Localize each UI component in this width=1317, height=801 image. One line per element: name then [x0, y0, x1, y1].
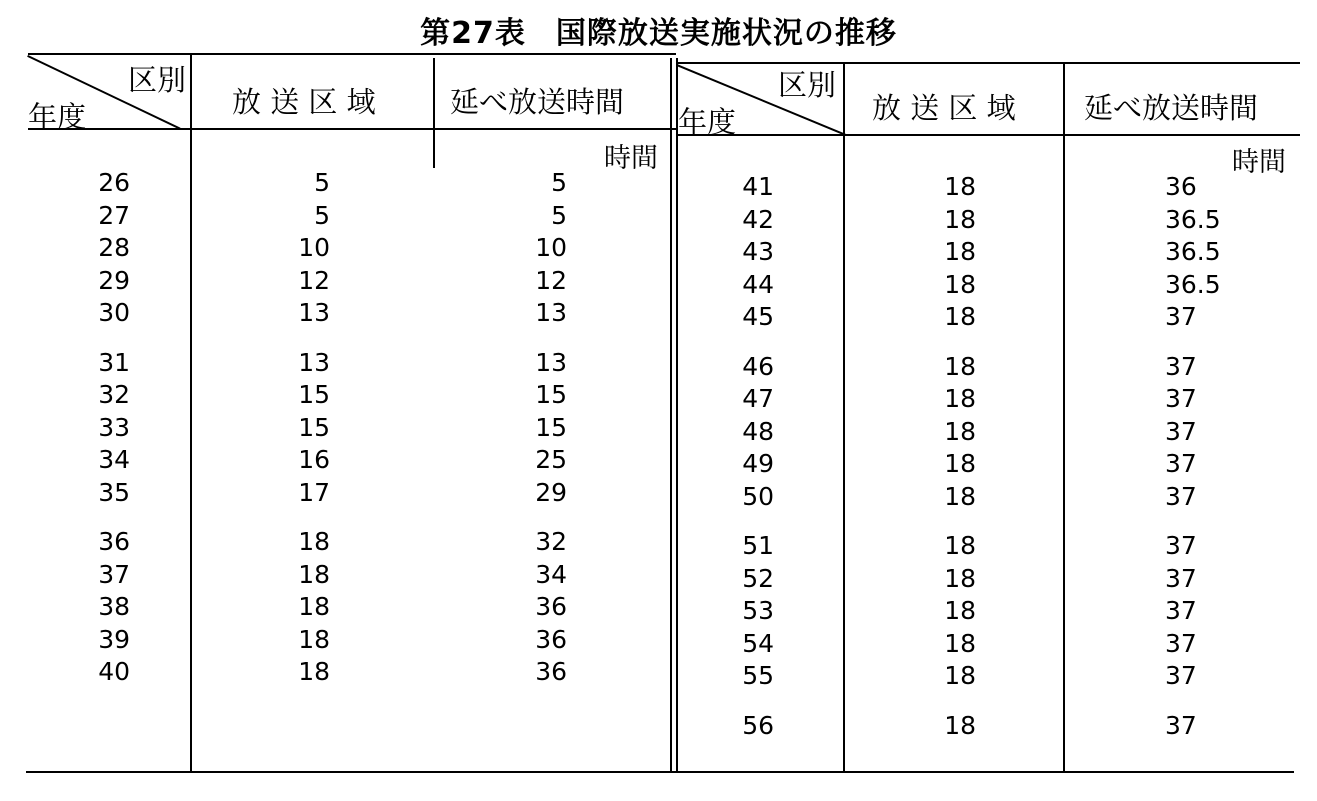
hours-cell: 5 [551, 200, 567, 230]
year-cell: 38 [98, 592, 130, 621]
hours-cell: 15 [535, 412, 567, 442]
area-cell: 18 [944, 384, 976, 413]
area-cell: 18 [298, 592, 330, 621]
year-cell: 46 [742, 351, 774, 381]
hours-cell: 36.5 [1165, 204, 1221, 234]
area-cell: 18 [944, 710, 976, 740]
area-cell: 15 [298, 412, 330, 442]
year-cell: 48 [742, 416, 774, 446]
table-title [0, 8, 1317, 52]
area-cell: 17 [298, 477, 330, 507]
col-divider-center [670, 58, 672, 773]
year-cell: 33 [98, 412, 130, 442]
year-cell: 45 [742, 302, 774, 331]
header-corner-top-right: 区別 [778, 68, 837, 102]
hours-cell: 36 [535, 592, 567, 621]
year-cell: 44 [742, 269, 774, 299]
hours-cell: 37 [1165, 416, 1197, 446]
area-cell: 18 [944, 563, 976, 593]
hours-cell: 12 [535, 265, 567, 295]
year-cell: 35 [98, 477, 130, 507]
hours-cell: 36 [535, 657, 567, 686]
year-cell: 53 [742, 596, 774, 625]
year-cell: 29 [98, 265, 130, 295]
year-cell: 52 [742, 563, 774, 593]
hours-cell: 15 [535, 380, 567, 409]
year-cell: 36 [98, 527, 130, 556]
area-cell: 16 [298, 445, 330, 474]
hours-cell: 37 [1165, 384, 1197, 413]
header-area-right: 放 送 区 域 [872, 91, 1016, 125]
hours-cell: 37 [1165, 302, 1197, 331]
area-cell: 18 [944, 302, 976, 331]
hours-cell: 37 [1165, 710, 1197, 740]
hours-cell: 13 [535, 347, 567, 377]
year-cell: 47 [742, 384, 774, 413]
year-cell: 55 [742, 661, 774, 690]
area-cell: 18 [944, 481, 976, 511]
hours-cell: 34 [535, 559, 567, 589]
area-cell: 18 [944, 172, 976, 201]
hours-cell: 37 [1165, 531, 1197, 560]
area-cell: 18 [298, 527, 330, 556]
year-cell: 39 [98, 624, 130, 654]
year-cell: 34 [98, 445, 130, 474]
hours-cell: 37 [1165, 661, 1197, 690]
hours-cell: 37 [1165, 596, 1197, 625]
hours-cell: 36.5 [1165, 237, 1221, 266]
area-cell: 18 [944, 204, 976, 234]
header-corner-top-left: 区別 [128, 63, 187, 97]
header-hours-right: 延べ放送時間 [1084, 91, 1259, 125]
header-rule-right [676, 134, 1300, 136]
year-cell: 30 [98, 298, 130, 327]
year-cell: 42 [742, 204, 774, 234]
area-cell: 18 [944, 237, 976, 266]
hours-cell: 37 [1165, 628, 1197, 658]
hours-cell: 32 [535, 527, 567, 556]
area-cell: 15 [298, 380, 330, 409]
top-rule-right [676, 62, 1300, 64]
area-cell: 18 [944, 661, 976, 690]
header-corner-bottom-left: 年度 [28, 100, 87, 134]
area-cell: 18 [944, 416, 976, 446]
area-cell: 5 [314, 200, 330, 230]
year-cell: 41 [742, 172, 774, 201]
unit-label-left: 時間 [604, 143, 658, 174]
col-divider-1 [190, 53, 192, 773]
area-cell: 10 [298, 233, 330, 262]
hours-cell: 5 [551, 168, 567, 197]
area-cell: 18 [944, 269, 976, 299]
hours-cell: 36 [1165, 172, 1197, 201]
unit-label-right: 時間 [1232, 147, 1286, 178]
top-rule-left [28, 53, 676, 55]
year-cell: 27 [98, 200, 130, 230]
year-cell: 26 [98, 168, 130, 197]
col-divider-4 [676, 58, 678, 773]
hours-cell: 13 [535, 298, 567, 327]
area-cell: 13 [298, 298, 330, 327]
year-cell: 43 [742, 237, 774, 266]
hours-cell: 37 [1165, 563, 1197, 593]
year-cell: 49 [742, 449, 774, 478]
year-cell: 56 [742, 710, 774, 740]
area-cell: 13 [298, 347, 330, 377]
col-divider-6 [1063, 62, 1065, 773]
area-cell: 18 [944, 596, 976, 625]
year-cell: 37 [98, 559, 130, 589]
bottom-rule [26, 771, 1294, 773]
year-cell: 51 [742, 531, 774, 560]
area-cell: 18 [944, 351, 976, 381]
area-cell: 18 [298, 624, 330, 654]
hours-cell: 10 [535, 233, 567, 262]
year-cell: 50 [742, 481, 774, 511]
hours-cell: 29 [535, 477, 567, 507]
year-cell: 54 [742, 628, 774, 658]
hours-cell: 36.5 [1165, 269, 1221, 299]
header-hours-left: 延べ放送時間 [450, 85, 625, 119]
hours-cell: 36 [535, 624, 567, 654]
area-cell: 12 [298, 265, 330, 295]
header-corner-bottom-right: 年度 [678, 105, 737, 139]
col-divider-2 [433, 58, 435, 168]
year-cell: 32 [98, 380, 130, 409]
year-cell: 40 [98, 657, 130, 686]
hours-cell: 37 [1165, 481, 1197, 511]
area-cell: 18 [298, 657, 330, 686]
hours-cell: 25 [535, 445, 567, 474]
table-number: 第27表 [420, 16, 526, 51]
area-cell: 18 [944, 531, 976, 560]
year-cell: 28 [98, 233, 130, 262]
year-cell: 31 [98, 347, 130, 377]
header-rule-left [28, 128, 676, 130]
hours-cell: 37 [1165, 449, 1197, 478]
area-cell: 18 [298, 559, 330, 589]
header-area-left: 放 送 区 域 [232, 85, 376, 119]
hours-cell: 37 [1165, 351, 1197, 381]
area-cell: 5 [314, 168, 330, 197]
table-title-text: 国際放送実施状況の推移 [555, 16, 897, 51]
area-cell: 18 [944, 449, 976, 478]
col-divider-5 [843, 62, 845, 773]
area-cell: 18 [944, 628, 976, 658]
